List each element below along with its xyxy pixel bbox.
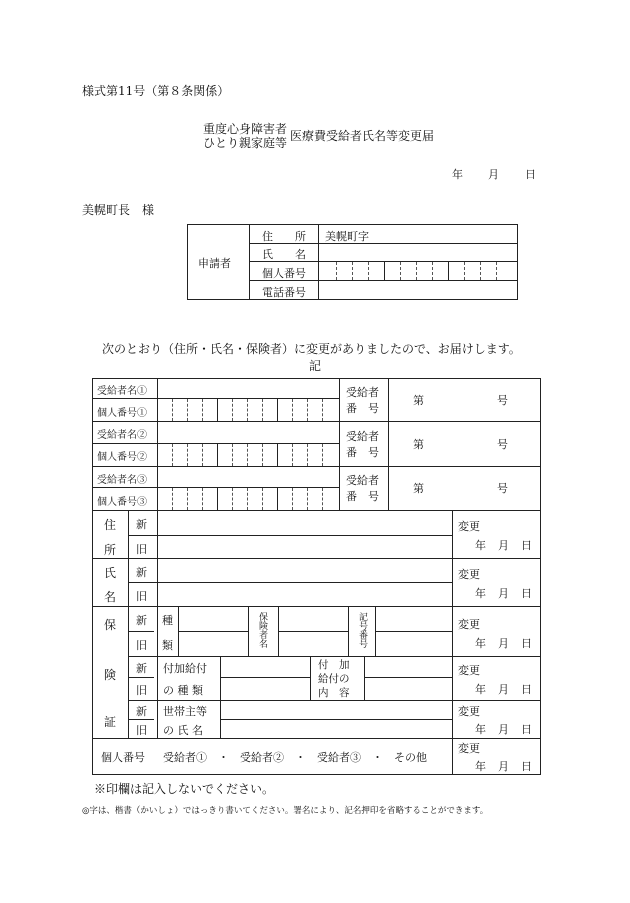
symbol-number-label: 記号番号 xyxy=(357,612,367,648)
my-number-label: 個人番号 xyxy=(262,267,306,280)
new-label: 新 xyxy=(136,566,147,579)
change-month: 月 xyxy=(498,637,509,650)
householder-name-label-2: の 氏 名 xyxy=(163,724,203,737)
change-month: 月 xyxy=(498,683,509,696)
recipient-number-label-line1: 受給者 xyxy=(346,386,379,399)
recipient-name-label-2: 受給者名② xyxy=(97,430,147,441)
insurer-name-label: 保険者名 xyxy=(257,612,267,648)
date-month: 月 xyxy=(488,168,499,181)
recipient-choices[interactable]: 受給者① ・ 受給者② ・ 受給者③ ・ その他 xyxy=(163,751,427,764)
old-label: 旧 xyxy=(136,684,147,697)
ki-mark: 記 xyxy=(309,359,322,373)
name-section-label-2: 名 xyxy=(104,590,117,604)
additional-benefit-content-label-2: 給付の xyxy=(318,673,350,685)
name-field[interactable] xyxy=(320,244,516,260)
change-label: 変更 xyxy=(458,705,480,718)
phone-label: 電話番号 xyxy=(262,286,306,299)
dai-3: 第 xyxy=(413,482,424,495)
dai-1: 第 xyxy=(413,394,424,407)
change-label: 変更 xyxy=(458,664,480,677)
bottom-note: ◎字は、楷書（かいしょ）ではっきり書いてください。署名により、記名押印を省略することができます。 xyxy=(82,806,489,816)
my-number-section-label: 個人番号 xyxy=(101,751,145,764)
recipient-number-label-3: 個人番号③ xyxy=(97,497,147,508)
recipient-number-label-2: 個人番号② xyxy=(97,452,147,463)
old-label: 旧 xyxy=(136,543,147,556)
go-2: 号 xyxy=(497,438,508,451)
address-field[interactable]: 美幌町字 xyxy=(325,230,369,243)
address-section-label-2: 所 xyxy=(104,543,117,557)
old-label: 旧 xyxy=(136,724,147,737)
recipient-name-label-3: 受給者名③ xyxy=(97,475,147,486)
additional-benefit-content-label-1: 付 加 xyxy=(318,659,350,671)
change-label: 変更 xyxy=(458,568,480,581)
change-month: 月 xyxy=(498,587,509,600)
phone-field[interactable] xyxy=(320,282,516,298)
title-line2: ひとり親家庭等 xyxy=(203,136,288,150)
recipient-number-label-line1: 受給者 xyxy=(346,474,379,487)
change-label: 変更 xyxy=(458,742,480,755)
go-1: 号 xyxy=(497,394,508,407)
change-year: 年 xyxy=(475,637,486,650)
form-title: 医療費受給者氏名等変更届 xyxy=(290,129,435,143)
change-year: 年 xyxy=(475,587,486,600)
change-year: 年 xyxy=(475,683,486,696)
recipient-number-label-1: 個人番号① xyxy=(97,408,147,419)
new-label: 新 xyxy=(136,662,147,675)
address-label: 住 所 xyxy=(262,230,306,243)
insurance-section-label-3: 証 xyxy=(104,715,117,729)
title-line1: 重度心身障害者 xyxy=(203,122,288,136)
additional-benefit-content-label-3: 内 容 xyxy=(318,687,350,699)
change-day: 日 xyxy=(521,760,532,773)
change-year: 年 xyxy=(475,760,486,773)
my-number-field[interactable] xyxy=(320,263,516,279)
change-day: 日 xyxy=(521,587,532,600)
old-label: 旧 xyxy=(136,590,147,603)
name-label: 氏 名 xyxy=(262,248,306,261)
stamp-note: ※印欄は記入しないでください。 xyxy=(94,782,275,796)
change-day: 日 xyxy=(521,683,532,696)
recipient-number-label-line1: 受給者 xyxy=(346,430,379,443)
new-label: 新 xyxy=(136,705,147,718)
householder-name-label-1: 世帯主等 xyxy=(163,705,207,718)
recipient-number-label-line2: 番 号 xyxy=(346,446,379,459)
change-day: 日 xyxy=(521,723,532,736)
form-number: 様式第11号（第８条関係） xyxy=(82,84,230,98)
old-label: 旧 xyxy=(136,639,147,652)
recipient-number-label-line2: 番 号 xyxy=(346,490,379,503)
change-year: 年 xyxy=(475,723,486,736)
change-day: 日 xyxy=(521,539,532,552)
new-label: 新 xyxy=(136,614,147,627)
go-3: 号 xyxy=(497,482,508,495)
dai-2: 第 xyxy=(413,438,424,451)
insurance-section-label-1: 保 xyxy=(104,618,117,632)
new-label: 新 xyxy=(136,518,147,531)
change-month: 月 xyxy=(498,723,509,736)
additional-benefit-type-label-2: の 種 類 xyxy=(163,684,203,697)
date-year: 年 xyxy=(452,168,463,181)
insurance-section-label-2: 険 xyxy=(104,668,117,682)
change-day: 日 xyxy=(521,637,532,650)
recipient-name-label-1: 受給者名① xyxy=(97,386,147,397)
change-label: 変更 xyxy=(458,618,480,631)
change-month: 月 xyxy=(498,760,509,773)
change-year: 年 xyxy=(475,539,486,552)
applicant-label: 申請者 xyxy=(198,257,231,270)
notice-statement: 次のとおり（住所・氏名・保険者）に変更がありましたので、お届けします。 xyxy=(102,342,521,356)
name-section-label-1: 氏 xyxy=(104,566,117,580)
additional-benefit-type-label-1: 付加給付 xyxy=(163,662,207,675)
recipient-number-label-line2: 番 号 xyxy=(346,402,379,415)
shu-label: 種 xyxy=(162,614,173,627)
addressee: 美幌町長 様 xyxy=(82,203,155,217)
change-label: 変更 xyxy=(458,520,480,533)
change-month: 月 xyxy=(498,539,509,552)
address-section-label-1: 住 xyxy=(104,518,117,532)
rui-label: 類 xyxy=(162,639,173,652)
date-day: 日 xyxy=(525,168,536,181)
